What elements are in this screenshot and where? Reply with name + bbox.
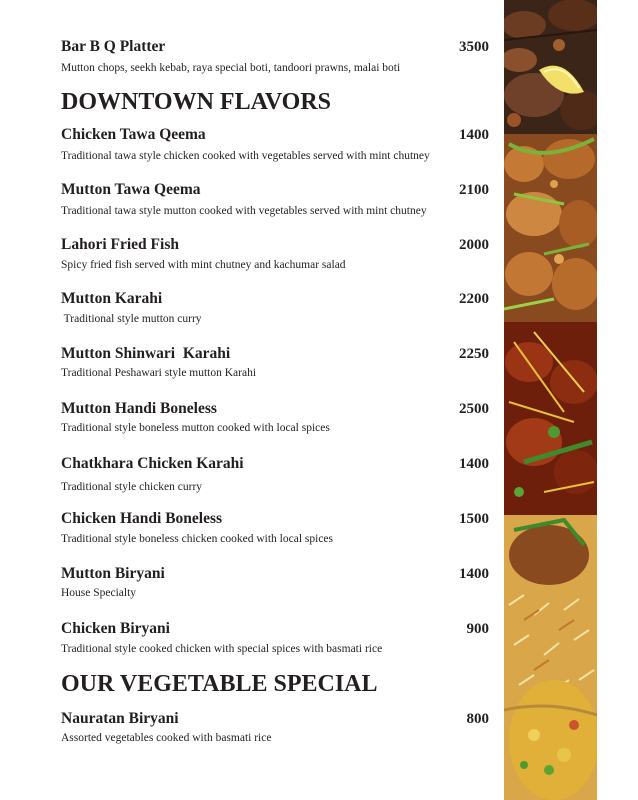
item-price: 3500 [459, 39, 489, 55]
item-name: Chatkhara Chicken Karahi [61, 455, 244, 472]
biryani-photo [504, 515, 597, 800]
karahi-curry-photo [504, 322, 597, 515]
item-name: Nauratan Biryani [61, 710, 179, 727]
item-name: Chicken Handi Boneless [61, 510, 223, 527]
item-name: Bar B Q Platter [61, 38, 166, 55]
item-price: 2500 [459, 401, 489, 417]
item-name: Mutton Shinwari Karahi [61, 345, 231, 362]
item-description: Traditional style boneless chicken cooked with local spices [61, 533, 334, 545]
item-name: Mutton Karahi [61, 290, 163, 307]
item-name: Mutton Tawa Qeema [61, 181, 201, 198]
item-price: 1400 [459, 566, 489, 582]
item-price: 2200 [459, 291, 489, 307]
item-description: Traditional style chicken curry [61, 481, 203, 493]
item-description: Spicy fried fish served with mint chutney and kachumar salad [61, 259, 346, 271]
section-heading-vegetable: OUR VEGETABLE SPECIAL [61, 671, 378, 697]
item-description: Traditional style mutton curry [61, 313, 202, 325]
item-description: Traditional style cooked chicken with special spices with basmati rice [61, 643, 383, 655]
item-price: 2000 [459, 237, 489, 253]
item-price: 800 [466, 711, 489, 727]
item-price: 2100 [459, 182, 489, 198]
item-description: House Specialty [61, 587, 137, 599]
item-name: Chicken Biryani [61, 620, 170, 637]
food-photo-strip [504, 0, 597, 800]
item-price: 2250 [459, 346, 489, 362]
section-heading-downtown: DOWNTOWN FLAVORS [61, 89, 332, 115]
item-price: 1400 [459, 127, 489, 143]
bbq-platter-photo [504, 0, 597, 134]
item-name: Mutton Handi Boneless [61, 400, 217, 417]
item-price: 1400 [459, 456, 489, 472]
item-name: Chicken Tawa Qeema [61, 126, 206, 143]
item-description: Assorted vegetables cooked with basmati rice [61, 732, 272, 744]
item-description: Traditional tawa style chicken cooked with vegetables served with mint chutney [61, 150, 430, 162]
fried-fish-photo [504, 134, 597, 322]
item-name: Mutton Biryani [61, 565, 165, 582]
item-description: Traditional Peshawari style mutton Karahi [61, 367, 257, 379]
item-description: Mutton chops, seekh kebab, raya special boti, tandoori prawns, malai boti [61, 62, 401, 74]
item-description: Traditional style boneless mutton cooked with local spices [61, 422, 330, 434]
item-name: Lahori Fried Fish [61, 236, 179, 253]
item-description: Traditional tawa style mutton cooked with vegetables served with mint chutney [61, 205, 427, 217]
item-price: 1500 [459, 511, 489, 527]
item-price: 900 [466, 621, 489, 637]
